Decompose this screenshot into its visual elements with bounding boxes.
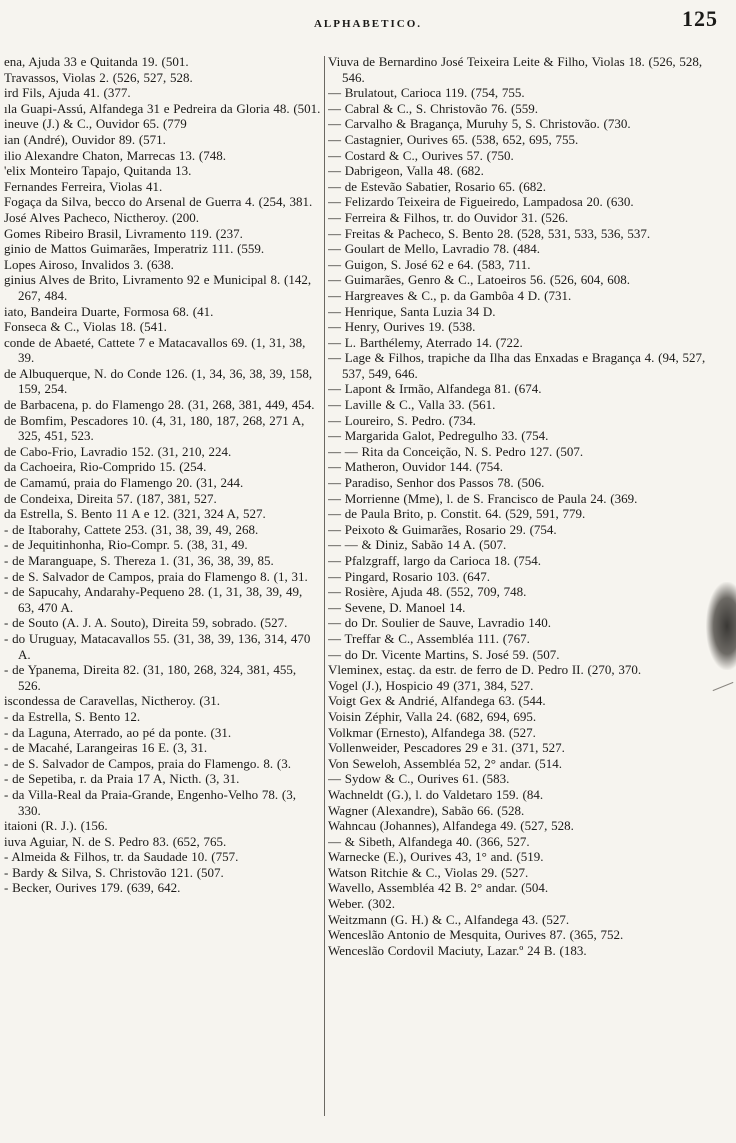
directory-entry: - de Ypanema, Direita 82. (31, 180, 268, 324, 381, 455, 526. <box>4 662 297 693</box>
directory-entry: Volkmar (Ernesto), Alfandega 38. (527. <box>328 724 536 740</box>
directory-entry: — Guimarães, Genro & C., Latoeiros 56. (526, 604, 608. <box>328 272 631 288</box>
directory-entry: Weitzmann (G. H.) & C., Alfandega 43. (527. <box>328 911 570 927</box>
directory-entry: Wavello, Assembléa 42 B. 2° andar. (504. <box>328 880 549 896</box>
directory-entry: - de Macahé, Larangeiras 16 E. (3, 31. <box>4 740 208 756</box>
directory-entry: — — Rita da Conceição, N. S. Pedro 127. (507. <box>328 443 584 459</box>
directory-entry: - Almeida & Filhos, tr. da Saudade 10. (757. <box>4 849 239 865</box>
directory-entry: Weber. (302. <box>328 896 395 912</box>
directory-entry: — Pingard, Rosario 103. (647. <box>328 568 490 584</box>
directory-entry: — Ferreira & Filhos, tr. do Ouvidor 31. (526. <box>328 209 569 225</box>
directory-entry: — Guigon, S. José 62 e 64. (583, 711. <box>328 256 531 272</box>
directory-entry: — Pfalzgraff, largo da Carioca 18. (754. <box>328 553 541 568</box>
directory-entry: ena, Ajuda 33 e Quitanda 19. (501. <box>4 54 189 69</box>
directory-entry: — Goulart de Mello, Lavradio 78. (484. <box>328 241 541 257</box>
directory-entry: — Rosière, Ajuda 48. (552, 709, 748. <box>328 584 527 600</box>
directory-entry: — do Dr. Vicente Martins, S. José 59. (507. <box>328 646 560 662</box>
directory-entry: Voigt Gex & Andrié, Alfandega 63. (544. <box>328 693 546 709</box>
directory-entry: ıla Guapi-Assú, Alfandega 31 e Pedreira da Gloria 48. (501. <box>4 100 321 116</box>
directory-entry: — Peixoto & Guimarães, Rosario 29. (754. <box>328 521 557 537</box>
directory-entry: — Laville & C., Valla 33. (561. <box>328 397 496 413</box>
directory-entry: iscondessa de Caravellas, Nictheroy. (31. <box>4 693 220 709</box>
directory-entry: - da Villa-Real da Praia-Grande, Engenho-Velho 78. (3, 330. <box>4 786 296 818</box>
directory-entry: Von Seweloh, Assembléa 52, 2° andar. (514. <box>328 755 562 771</box>
right-column <box>328 54 726 958</box>
directory-entry: — Matheron, Ouvidor 144. (754. <box>328 459 503 475</box>
directory-entry: - de Sepetiba, r. da Praia 17 A, Nicth. (3, 31. <box>4 771 240 787</box>
directory-entry: — Henry, Ourives 19. (538. <box>328 319 476 335</box>
running-head: ALPHABETICO. <box>313 18 423 30</box>
directory-entry: - Bardy & Silva, S. Christovão 121. (507. <box>4 864 224 880</box>
directory-entry: — do Dr. Soulier de Sauve, Lavradio 140. <box>328 615 552 631</box>
directory-entry: - da Estrella, S. Bento 12. <box>4 708 141 724</box>
directory-entry: José Alves Pacheco, Nictheroy. (200. <box>4 209 200 225</box>
directory-entry: - de Sapucahy, Andarahy-Pequeno 28. (1, 31, 38, 39, 49, 63, 470 A. <box>4 584 303 615</box>
directory-entry: — Lage & Filhos, trapiche da Ilha das Enxadas e Bragança 4. (94, 527, 537, 549, 646. <box>328 350 706 381</box>
directory-entry: Vogel (J.), Hospicio 49 (371, 384, 527. <box>328 677 534 693</box>
directory-entry: Watson Ritchie & C., Violas 29. (527. <box>328 864 529 880</box>
directory-entry: Vleminex, estaç. da estr. de ferro de D. Pedro II. (270, 370. <box>328 662 642 678</box>
directory-entry: — Treffar & C., Assembléa 111. (767. <box>328 630 530 646</box>
directory-entry: - de Jequitinhonha, Rio-Compr. 5. (38, 31, 49. <box>4 537 248 553</box>
page-number: 125 <box>682 6 718 31</box>
directory-entry: — Henrique, Santa Luzia 34 D. <box>328 303 496 319</box>
ink-stain-mark <box>706 582 736 670</box>
directory-entry: - de Itaborahy, Cattete 253. (31, 38, 39, 49, 268. <box>4 521 259 537</box>
directory-entry: — Morrienne (Mme), l. de S. Francisco de Paula 24. (369. <box>328 490 638 506</box>
directory-entry: Gomes Ribeiro Brasil, Livramento 119. (237. <box>4 225 243 241</box>
directory-entry: Fonseca & C., Violas 18. (541. <box>4 319 167 335</box>
directory-entry: Wagner (Alexandre), Sabão 66. (528. <box>328 802 525 818</box>
directory-entry: — de Paula Brito, p. Constit. 64. (529, 591, 779. <box>328 506 586 522</box>
directory-entry: — Margarida Galot, Pedregulho 33. (754. <box>328 428 549 444</box>
directory-entry: — de Estevão Sabatier, Rosario 65. (682. <box>328 178 547 194</box>
directory-entry: Wahncau (Johannes), Alfandega 49. (527, 528. <box>328 818 574 834</box>
directory-entry: — — & Diniz, Sabão 14 A. (507. <box>328 537 507 553</box>
directory-entry: de Bomfim, Pescadores 10. (4, 31, 180, 187, 268, 271 A, 325, 451, 523. <box>4 412 305 444</box>
directory-entry: ird Fils, Ajuda 41. (377. <box>4 85 131 101</box>
directory-entry: Travassos, Violas 2. (526, 527, 528. <box>4 69 193 85</box>
directory-entry: Wachneldt (G.), l. do Valdetaro 159. (84. <box>328 786 544 802</box>
directory-entry: de Albuquerque, N. do Conde 126. (1, 34, 36, 38, 39, 158, 159, 254. <box>4 365 313 397</box>
page-header <box>0 4 736 44</box>
directory-entry: — Lapont & Irmão, Alfandega 81. (674. <box>328 381 542 397</box>
directory-entry: - da Laguna, Aterrado, ao pé da ponte. (31. <box>4 724 232 740</box>
directory-entry: iuva Aguiar, N. de S. Pedro 83. (652, 765. <box>4 833 227 849</box>
directory-entry: - de S. Salvador de Campos, praia do Flamengo. 8. (3. <box>4 755 291 771</box>
directory-entry: — Sydow & C., Ourives 61. (583. <box>328 771 510 787</box>
directory-entry: — & Sibeth, Alfandega 40. (366, 527. <box>328 833 530 849</box>
column-divider <box>324 56 325 1116</box>
directory-entry: - de S. Salvador de Campos, praia do Flamengo 8. (1, 31. <box>4 568 308 584</box>
directory-entry: Vollenweider, Pescadores 29 e 31. (371, 527. <box>328 740 565 756</box>
directory-entry: - Becker, Ourives 179. (639, 642. <box>4 880 181 896</box>
directory-entry: — Costard & C., Ourives 57. (750. <box>328 147 514 163</box>
directory-entry: ilio Alexandre Chaton, Marrecas 13. (748. <box>4 147 226 163</box>
directory-entry: Fogaça da Silva, becco do Arsenal de Guerra 4. (254, 381. <box>4 194 313 210</box>
directory-entry: — Castagnier, Ourives 65. (538, 652, 695, 755. <box>328 131 579 147</box>
directory-entry: — Paradiso, Senhor dos Passos 78. (506. <box>328 475 545 491</box>
directory-entry: 'elix Monteiro Tapajo, Quitanda 13. <box>4 163 192 179</box>
directory-entry: Voisin Zéphir, Valla 24. (682, 694, 695. <box>328 708 537 724</box>
directory-entry: iato, Bandeira Duarte, Formosa 68. (41. <box>4 303 214 319</box>
directory-entry: Wenceslão Antonio de Mesquita, Ourives 87. (365, 752. <box>328 927 624 943</box>
directory-entry: — L. Barthélemy, Aterrado 14. (722. <box>328 334 523 350</box>
directory-entry: — Dabrigeon, Valla 48. (682. <box>328 163 484 179</box>
directory-entry: itaioni (R. J.). (156. <box>4 818 108 834</box>
directory-entry: ian (André), Ouvidor 89. (571. <box>4 131 166 147</box>
directory-entry: Warnecke (E.), Ourives 43, 1° and. (519. <box>328 849 544 865</box>
directory-entry: - de Maranguape, S. Thereza 1. (31, 36, 38, 39, 85. <box>4 553 274 568</box>
directory-entry: de Cabo-Frio, Lavradio 152. (31, 210, 224. <box>4 443 232 459</box>
directory-entry: da Estrella, S. Bento 11 A e 12. (321, 324 A, 527. <box>4 506 266 522</box>
directory-entry: - do Uruguay, Matacavallos 55. (31, 38, 39, 136, 314, 470 A. <box>4 630 311 662</box>
directory-entry: - de Souto (A. J. A. Souto), Direita 59, sobrado. (527. <box>4 615 288 631</box>
directory-entry: Wenceslão Cordovil Maciuty, Lazar.º 24 B. (183. <box>328 942 587 958</box>
directory-entry: de Condeixa, Direita 57. (187, 381, 527. <box>4 490 217 506</box>
directory-entry: — Hargreaves & C., p. da Gambôa 4 D. (731. <box>328 287 572 303</box>
directory-entry: — Brulatout, Carioca 119. (754, 755. <box>328 85 525 101</box>
directory-entry: — Freitas & Pacheco, S. Bento 28. (528, 531, 533, 536, 537. <box>328 225 651 241</box>
directory-entry: Viuva de Bernardino José Teixeira Leite & Filho, Violas 18. (526, 528, 546. <box>328 54 703 85</box>
directory-entry: Lopes Airoso, Invalidos 3. (638. <box>4 256 174 272</box>
directory-entry: Fernandes Ferreira, Violas 41. <box>4 178 163 194</box>
directory-entry: conde de Abaeté, Cattete 7 e Matacavallos 69. (1, 31, 38, 39. <box>4 334 306 366</box>
directory-entry: — Carvalho & Bragança, Muruhy 5, S. Christovão. (730. <box>328 116 631 132</box>
directory-entry: — Cabral & C., S. Christovão 76. (559. <box>328 100 539 116</box>
directory-entry: ginio de Mattos Guimarães, Imperatriz 111. (559. <box>4 241 265 257</box>
directory-entry: de Camamú, praia do Flamengo 20. (31, 244. <box>4 475 244 491</box>
directory-entry: da Cachoeira, Rio-Comprido 15. (254. <box>4 459 207 475</box>
directory-entry: — Sevene, D. Manoel 14. <box>328 599 466 615</box>
directory-entry: de Barbacena, p. do Flamengo 28. (31, 268, 381, 449, 454. <box>4 397 315 413</box>
directory-entry: — Felizardo Teixeira de Figueiredo, Lampadosa 20. (630. <box>328 194 634 210</box>
directory-entry: ineuve (J.) & C., Ouvidor 65. (779 <box>4 116 187 132</box>
directory-entry: ginius Alves de Brito, Livramento 92 e Municipal 8. (142, 267, 484. <box>4 272 312 303</box>
left-column <box>4 54 322 896</box>
directory-entry: — Loureiro, S. Pedro. (734. <box>328 412 476 428</box>
